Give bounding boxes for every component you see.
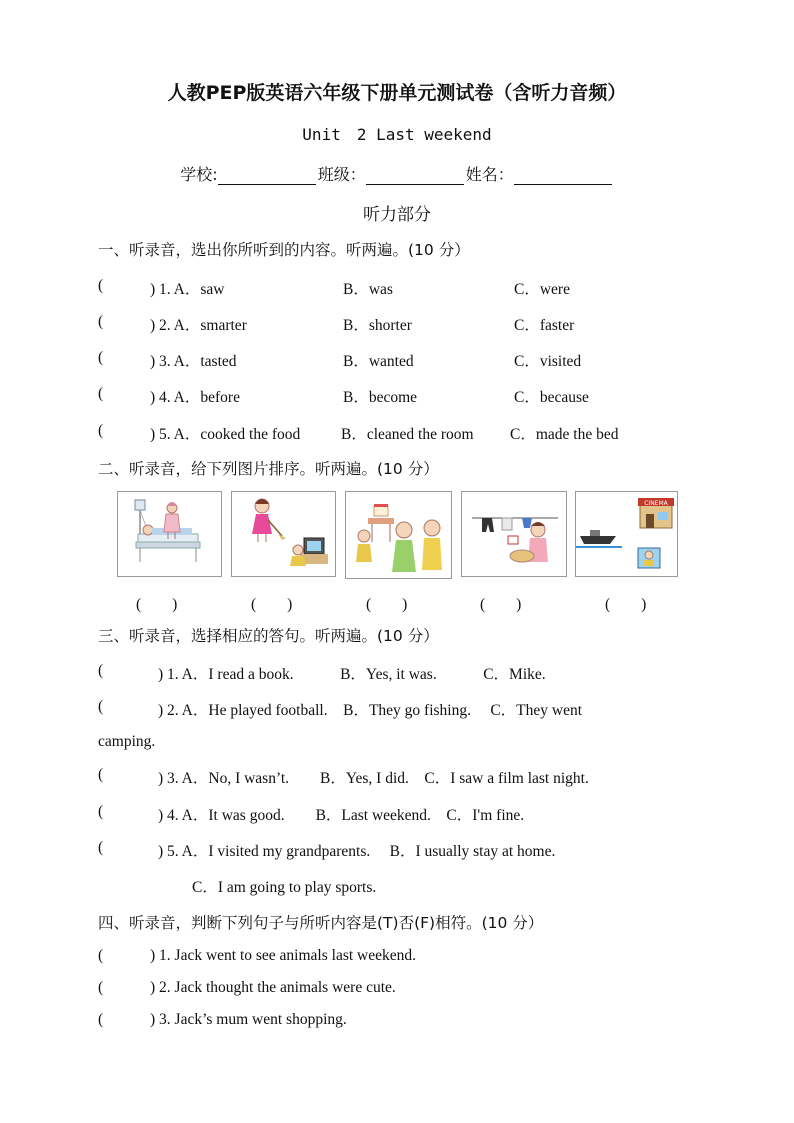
s1-item-5-c: C．made the bed [510, 426, 619, 443]
name-blank[interactable] [514, 168, 612, 185]
answer-bracket[interactable]: ( [98, 947, 104, 964]
s1-item-3-c: C．visited [514, 353, 582, 370]
s1-item-5-b: B．cleaned the room [341, 426, 474, 443]
cinema-sign: CINEMA [644, 500, 668, 507]
answer-bracket[interactable]: ( [98, 422, 104, 439]
order-bracket-5[interactable]: ( ) [605, 596, 647, 613]
student-info-line [0, 162, 794, 185]
s4-item-2: ) 2. Jack thought the animals were cute. [150, 979, 396, 996]
s1-item-3: ) 3. A．tasted [150, 353, 237, 370]
page-title: 人教PEP版英语六年级下册单元测试卷（含听力音频） [167, 82, 627, 104]
boat-and-cinema-picture [575, 491, 678, 577]
answer-bracket[interactable]: ( [98, 698, 104, 715]
answer-bracket[interactable]: ( [98, 349, 104, 366]
answer-bracket[interactable]: ( [98, 385, 104, 402]
answer-bracket[interactable]: ( [98, 766, 104, 783]
answer-bracket[interactable]: ( [98, 839, 104, 856]
s1-item-3-b: B．wanted [343, 353, 414, 370]
order-bracket-4[interactable]: ( ) [480, 596, 522, 613]
section2-heading: 二、听录音，给下列图片排序。听两遍。(10 分） [98, 460, 439, 478]
s3-item-2-cont: camping. [98, 733, 156, 750]
s4-item-1: ) 1. Jack went to see animals last weekend. [150, 947, 416, 964]
school-blank[interactable] [218, 168, 316, 185]
class-label: 班级： [317, 165, 366, 184]
section1-heading: 一、听录音，选出你所听到的内容。听两遍。(10 分） [98, 241, 470, 259]
section3-heading: 三、听录音，选择相应的答句。听两遍。(10 分） [98, 627, 439, 645]
s1-item-4: ) 4. A．before [150, 389, 240, 406]
class-blank[interactable] [366, 168, 464, 185]
s1-item-5: ) 5. A．cooked the food [150, 426, 301, 443]
name-label: 姓名： [465, 165, 514, 184]
hospital-picture [117, 491, 222, 577]
family-party-picture [345, 491, 452, 579]
s4-item-3: ) 3. Jack’s mum went shopping. [150, 1011, 347, 1028]
s3-item-5: ) 5. A．I visited my grandparents. B．I usually stay at home. [158, 843, 556, 860]
s3-item-3: ) 3. A．No, I wasn’t. B．Yes, I did. C．I saw a film last night. [158, 770, 589, 787]
s1-item-1-b: B．was [343, 281, 393, 298]
s1-item-2-c: C．faster [514, 317, 575, 334]
answer-bracket[interactable]: ( [98, 313, 104, 330]
order-bracket-1[interactable]: ( ) [136, 596, 178, 613]
order-bracket-2[interactable]: ( ) [251, 596, 293, 613]
s1-item-2: ) 2. A．smarter [150, 317, 247, 334]
answer-bracket[interactable]: ( [98, 979, 104, 996]
s1-item-4-b: B．become [343, 389, 418, 406]
s3-item-5-cont: C．I am going to play sports. [192, 879, 377, 896]
s1-item-4-c: C．because [514, 389, 589, 406]
unit-subtitle: Unit 2 Last weekend [302, 125, 492, 144]
s1-item-1: ) 1. A．saw [150, 281, 225, 298]
school-label: 学校: [180, 165, 218, 184]
s3-item-1: ) 1. A．I read a book. B．Yes, it was. C．Mike. [158, 666, 546, 683]
s1-item-2-b: B．shorter [343, 317, 412, 334]
cleaning-and-tv-picture [231, 491, 336, 577]
s3-item-4: ) 4. A．It was good. B．Last weekend. C．I'm fine. [158, 807, 525, 824]
laundry-picture [461, 491, 567, 577]
order-bracket-3[interactable]: ( ) [366, 596, 408, 613]
s1-item-1-c: C．were [514, 281, 570, 298]
answer-bracket[interactable]: ( [98, 803, 104, 820]
listening-title: 听力部分 [363, 205, 431, 225]
answer-bracket[interactable]: ( [98, 662, 104, 679]
section4-heading: 四、听录音，判断下列句子与所听内容是(T)否(F)相符。(10 分） [98, 914, 544, 932]
answer-bracket[interactable]: ( [98, 277, 104, 294]
answer-bracket[interactable]: ( [98, 1011, 104, 1028]
s3-item-2: ) 2. A．He played football. B．They go fishing. C．They went [158, 702, 583, 719]
